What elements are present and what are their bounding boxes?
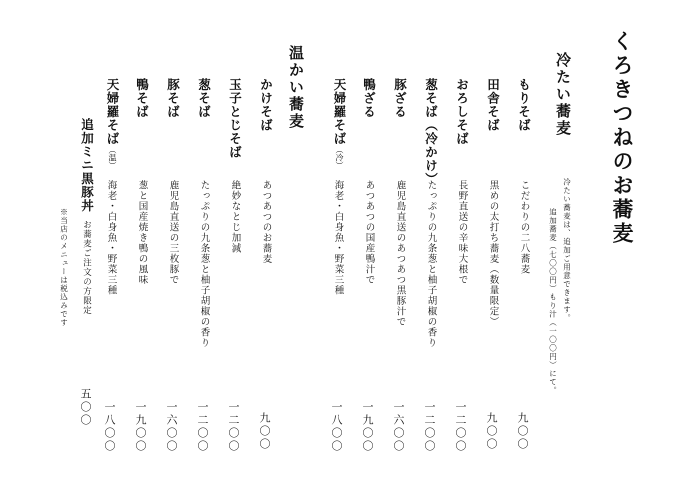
menu-item-desc: 長野直送の辛味大根で [456, 180, 468, 285]
menu-item-price: 一六〇〇 [392, 401, 405, 453]
section-heading-hot: 温かい蕎麦 [287, 45, 305, 130]
extra-item-price: 五〇〇 [79, 388, 92, 427]
menu-item-price: 一二〇〇 [196, 401, 209, 453]
menu-item-name: かけそば [258, 78, 274, 132]
menu-item-desc: 葱と国産焼き鴨の風味 [136, 180, 148, 285]
menu-item-price: 一二〇〇 [227, 401, 240, 453]
menu-item-desc: 鹿児島直送のあつあつ黒豚汁で [394, 180, 406, 327]
menu-item-price: 一二〇〇 [423, 401, 436, 453]
menu-item-name: 鴨そば [134, 78, 150, 119]
extra-item-desc: お蕎麦ご注文の方限定 [81, 220, 92, 315]
note-line-2: 追加蕎麦（七〇〇円）もり汁（一〇〇円）にて。 [548, 208, 558, 395]
menu-item-name: 豚そば [165, 78, 181, 119]
menu-item-price: 一二〇〇 [454, 401, 467, 453]
menu-item-name: 葱そば [196, 78, 212, 119]
menu-item-desc: たっぷりの九条葱と柚子胡椒の香り [425, 180, 437, 348]
note-line-1: 冷たい蕎麦は、追加ご用意できます。 [562, 178, 572, 323]
menu-item-desc: たっぷりの九条葱と柚子胡椒の香り [198, 180, 210, 348]
menu-item-price: 一八〇〇 [330, 401, 343, 453]
menu-item-name-group [104, 78, 120, 170]
menu-item-temp: （温） [108, 145, 117, 170]
page-title: くろきつねのお蕎麦 [610, 30, 635, 246]
menu-item-desc: こだわりの二八蕎麦 [518, 180, 530, 275]
menu-item-desc: 海老・白身魚・野菜三種 [105, 180, 117, 296]
menu-item-price: 九〇〇 [258, 412, 271, 451]
menu-item-name: 天婦羅そば [105, 78, 120, 146]
menu-item-price: 一八〇〇 [103, 401, 116, 453]
menu-item-desc: あつあつの国産鴨汁で [363, 180, 375, 285]
menu-item-name: 天婦羅そば [332, 78, 347, 146]
menu-item-desc: 絶妙なとじ加減 [229, 180, 241, 254]
menu-item-desc: あつあつのお蕎麦 [260, 180, 272, 264]
section-heading-cold: 冷たい蕎麦 [554, 52, 572, 137]
menu-item-price: 一六〇〇 [165, 401, 178, 453]
menu-item-name-group [331, 78, 347, 170]
menu-item-name: もりそば [516, 78, 532, 132]
menu-item-name: 豚ざる [392, 78, 408, 119]
extra-item-name: 追加ミニ黒豚丼 [79, 118, 95, 213]
menu-item-price: 一九〇〇 [361, 401, 374, 453]
menu-item-price: 九〇〇 [485, 412, 498, 451]
tax-note: ※当店のメニューは税込みです [59, 208, 69, 327]
menu-item-name: 葱そば（冷かけ） [423, 78, 439, 186]
menu-item-desc: 海老・白身魚・野菜三種 [332, 180, 344, 296]
menu-item-desc: 鹿児島直送の三枚豚で [167, 180, 179, 285]
menu-item-price: 九〇〇 [516, 412, 529, 451]
menu-item-name: 玉子とじそば [227, 78, 243, 159]
menu-item-price: 一九〇〇 [134, 401, 147, 453]
menu-item-name: 田舎そば [485, 78, 501, 132]
menu-item-temp: （冷） [335, 145, 344, 170]
menu-item-desc: 黒めの太打ち蕎麦（数量限定） [487, 180, 499, 327]
menu-item-name: 鴨ざる [361, 78, 377, 119]
menu-item-name: おろしそば [454, 78, 470, 146]
